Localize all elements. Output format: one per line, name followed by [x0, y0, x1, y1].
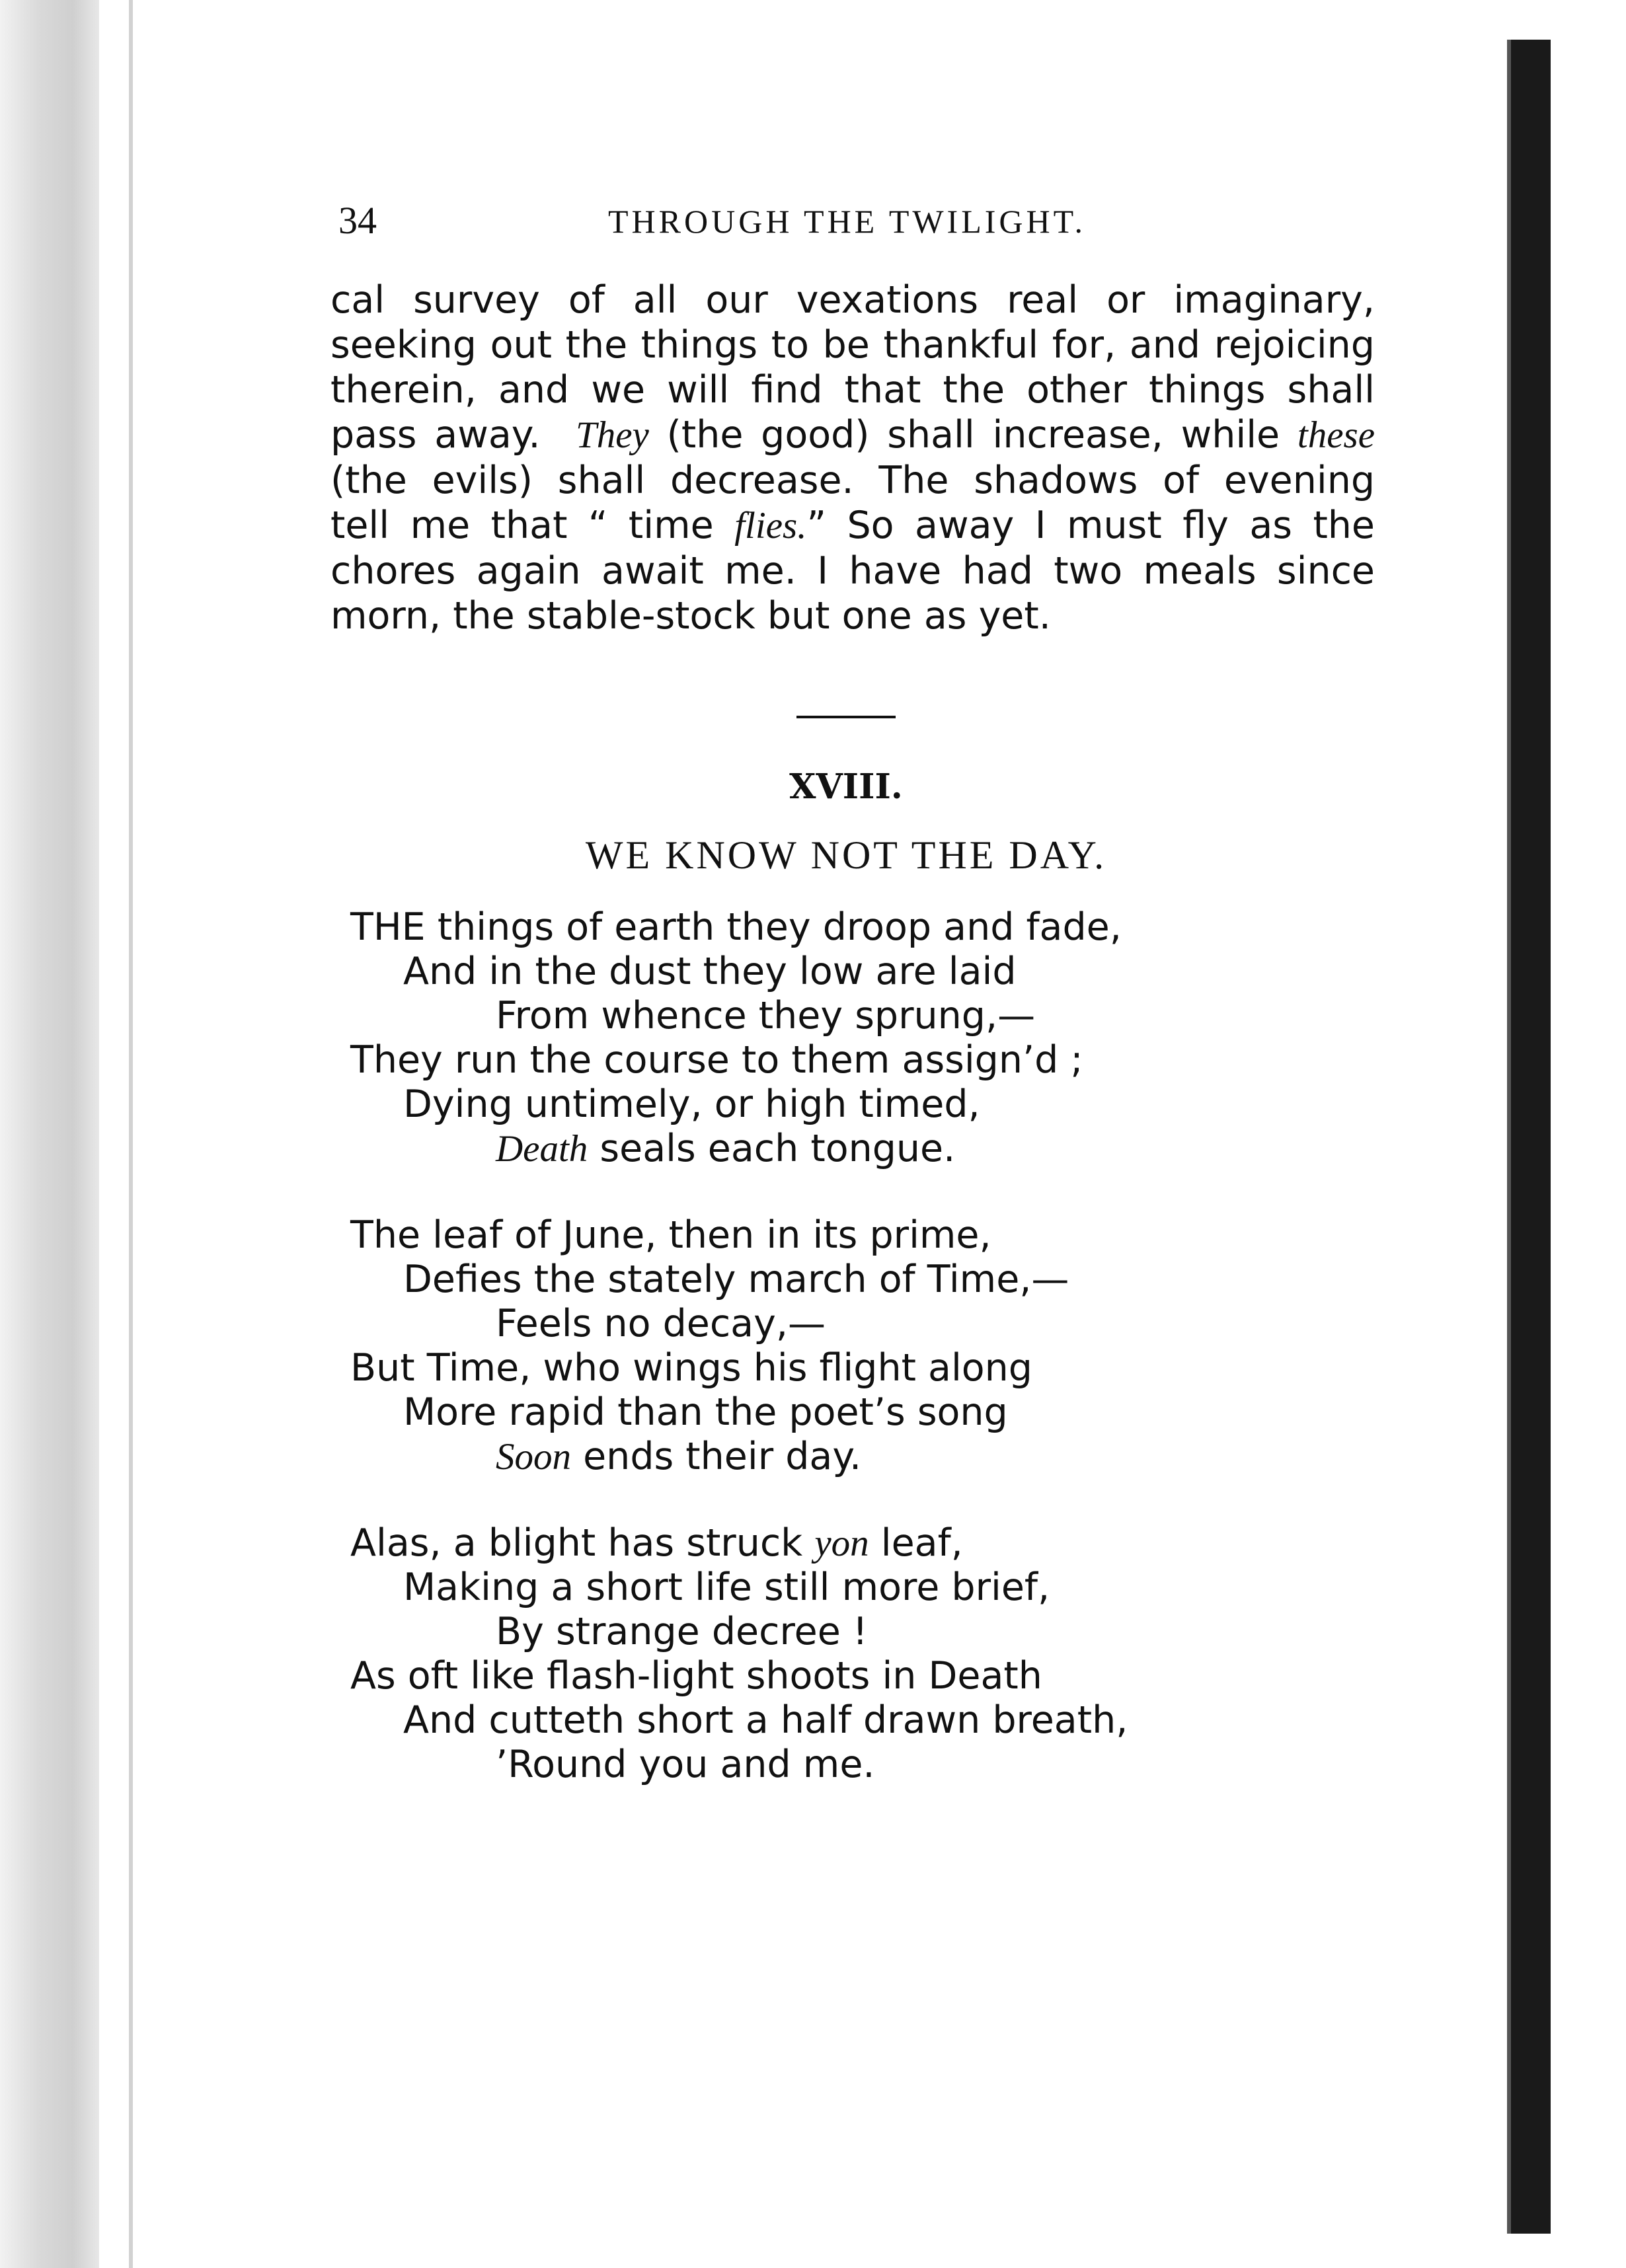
- verse-line: [344, 1127, 1375, 1171]
- verse-text: seals each tongue.: [588, 1127, 956, 1170]
- emphasis-soon: Soon: [496, 1436, 571, 1478]
- verse-line: The leaf of June, then in its prime,: [350, 1213, 991, 1257]
- prose-line: (the evils) shall decrease. The shadows of evening: [330, 459, 1375, 502]
- verse-text: Alas, a blight has struck: [350, 1521, 815, 1565]
- verse-line: From whence they sprung,—: [496, 994, 1036, 1038]
- verse-line: By strange decree !: [496, 1610, 868, 1653]
- adjacent-page-edge: [1507, 40, 1551, 2234]
- running-head: [330, 198, 1388, 251]
- verse-line: Defies the stately march of Time,—: [403, 1258, 1069, 1301]
- verse-line: [344, 1435, 1375, 1479]
- emphasis-flies: flies.: [734, 505, 807, 547]
- verse-text: leaf,: [869, 1521, 963, 1565]
- verse-line: More rapid than the poet’s song: [403, 1390, 1008, 1434]
- prose-line-text: pass away.: [330, 413, 541, 457]
- stanza-1: [344, 905, 1375, 1171]
- poem: [344, 905, 1375, 1829]
- prose-line-text: ” So away I must fly as the: [806, 504, 1375, 547]
- emphasis-these: these: [1297, 414, 1375, 456]
- gutter-line: [129, 0, 133, 2268]
- verse-line: ’Round you and me.: [496, 1743, 875, 1786]
- verse-line: [344, 1521, 1375, 1566]
- verse-line: Dying untimely, or high timed,: [403, 1082, 980, 1126]
- running-title: THROUGH THE TWILIGHT.: [608, 203, 1086, 240]
- book-gutter-shadow: [0, 0, 99, 2268]
- right-margin: [1551, 0, 1626, 2268]
- verse-line: And in the dust they low are laid: [403, 950, 1017, 993]
- prose-line: therein, and we will find that the other things shall: [330, 368, 1375, 412]
- verse-text: ends their day.: [571, 1435, 862, 1478]
- verse-line: And cutteth short a half drawn breath,: [403, 1698, 1128, 1742]
- verse-line: They run the course to them assign’d ;: [350, 1038, 1083, 1082]
- prose-line: morn, the stable-stock but one as yet.: [330, 594, 1051, 638]
- emphasis-yon: yon: [814, 1523, 869, 1564]
- poem-title: WE KNOW NOT THE DAY.: [585, 833, 1107, 877]
- page-number: 34: [338, 199, 377, 242]
- verse-line: But Time, who wings his flight along: [350, 1346, 1032, 1390]
- emphasis-death: Death: [496, 1128, 588, 1170]
- verse-line: THE things of earth they droop and fade,: [350, 905, 1122, 949]
- verse-line: Making a short life still more brief,: [403, 1566, 1050, 1609]
- verse-line: Feels no decay,—: [496, 1302, 826, 1345]
- section-number: XVIII.: [789, 767, 903, 807]
- verse-line: As oft like flash-light shoots in Death: [350, 1654, 1042, 1698]
- stanza-2: [344, 1213, 1375, 1479]
- section-divider-rule: [796, 716, 896, 718]
- prose-paragraph: [330, 278, 1375, 638]
- prose-line: [330, 412, 1375, 458]
- prose-line: chores again await me. I have had two meals since: [330, 549, 1375, 593]
- prose-line: seeking out the things to be thankful for, and rejoicing: [330, 323, 1375, 367]
- stanza-3: [344, 1521, 1375, 1787]
- prose-line-text: tell me that “ time: [330, 504, 714, 547]
- prose-line-text: (the good) shall increase, while: [666, 413, 1280, 457]
- prose-line: [330, 503, 1375, 548]
- emphasis-they: They: [576, 414, 649, 456]
- prose-line: cal survey of all our vexations real or imaginary,: [330, 278, 1375, 322]
